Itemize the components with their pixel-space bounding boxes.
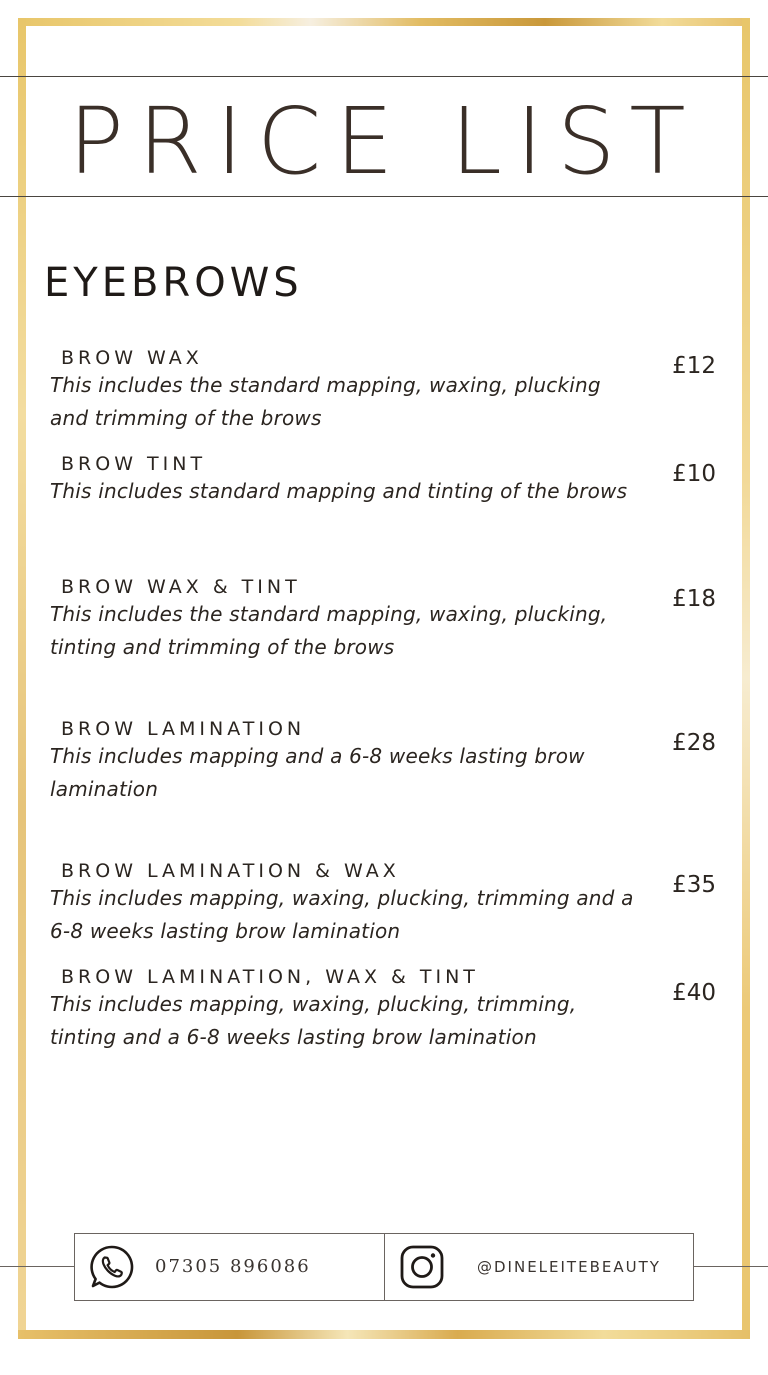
- price-item: [50, 347, 740, 435]
- item-name: BROW LAMINATION, WAX & TINT: [61, 966, 479, 988]
- item-price: £28: [672, 730, 716, 756]
- item-name: BROW WAX & TINT: [61, 576, 301, 598]
- phone-contact[interactable]: [75, 1234, 384, 1300]
- gold-frame-top: [18, 18, 750, 26]
- item-description: This includes mapping and a 6-8 weeks lasting brow lamination: [50, 744, 585, 801]
- whatsapp-icon: [89, 1244, 135, 1290]
- item-price: £10: [672, 461, 716, 487]
- item-description: This includes standard mapping and tinting of the brows: [50, 479, 628, 503]
- item-description: This includes mapping, waxing, plucking, trimming, tinting and a 6-8 weeks lasting brow lamination: [50, 992, 577, 1049]
- item-name: BROW TINT: [61, 453, 207, 475]
- gold-frame-right: [742, 18, 750, 1339]
- gold-frame-left: [18, 18, 26, 1339]
- item-price: £40: [672, 980, 716, 1006]
- item-description: This includes the standard mapping, waxing, plucking, tinting and trimming of the brows: [50, 602, 608, 659]
- instagram-handle: @DINELEITEBEAUTY: [477, 1258, 661, 1276]
- price-item: [50, 718, 740, 806]
- gold-frame-bottom: [18, 1330, 750, 1339]
- item-name: BROW LAMINATION & WAX: [61, 860, 400, 882]
- price-item: [50, 453, 740, 508]
- instagram-icon: [399, 1244, 445, 1290]
- title-rule-top: [0, 76, 768, 77]
- title-rule-bottom: [0, 196, 768, 197]
- item-name: BROW WAX: [61, 347, 203, 369]
- contact-rule-left: [0, 1266, 74, 1267]
- price-item: [50, 966, 740, 1054]
- item-description: This includes the standard mapping, waxing, plucking and trimming of the brows: [50, 373, 601, 430]
- item-price: £35: [672, 872, 716, 898]
- item-name: BROW LAMINATION: [61, 718, 306, 740]
- item-price: £18: [672, 586, 716, 612]
- price-item: [50, 860, 740, 948]
- item-description: This includes mapping, waxing, plucking, trimming and a 6-8 weeks lasting brow lamination: [50, 886, 634, 943]
- item-price: £12: [672, 353, 716, 379]
- contact-rule-right: [694, 1266, 768, 1267]
- instagram-contact[interactable]: [384, 1234, 693, 1300]
- section-heading: EYEBROWS: [44, 260, 303, 306]
- page-title: PRICE LIST: [68, 88, 700, 195]
- contact-bar: [74, 1233, 694, 1301]
- price-item: [50, 576, 740, 664]
- phone-number: 07305 896086: [155, 1256, 311, 1277]
